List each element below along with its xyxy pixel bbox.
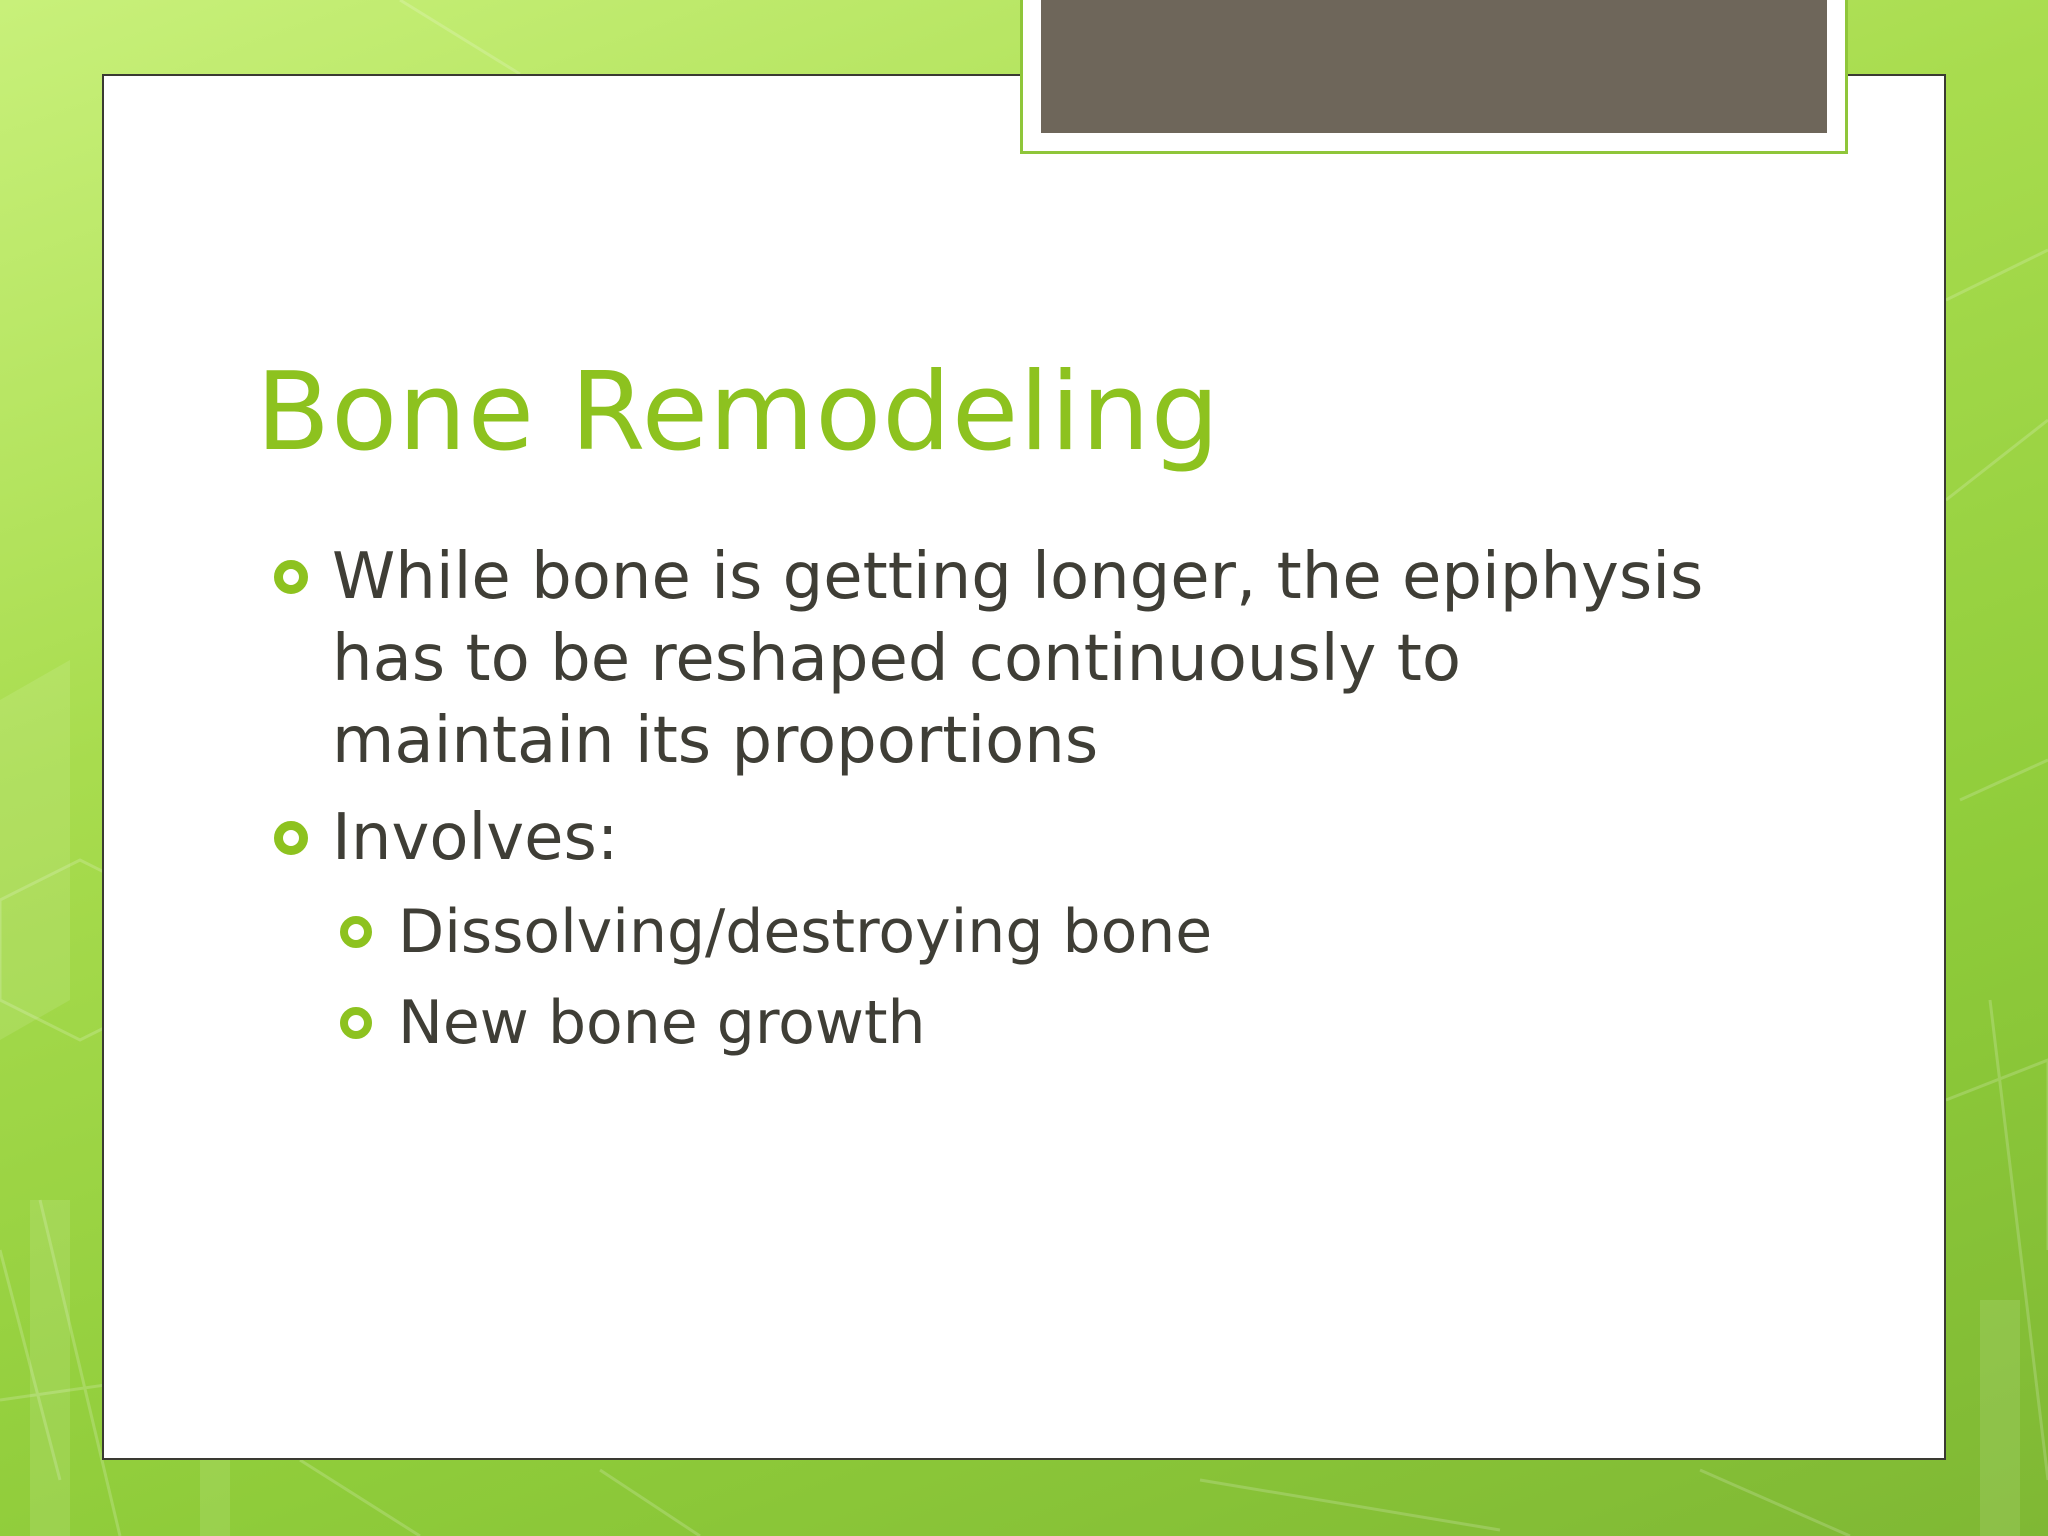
sub-bullet-item <box>398 892 1212 972</box>
header-bar <box>1041 0 1827 133</box>
sub-bullet-text: Dissolving/destroying bone <box>398 897 1213 967</box>
ring-bullet-icon <box>340 1007 372 1039</box>
header-tab-frame <box>1020 0 1848 154</box>
ring-bullet-icon <box>340 916 372 948</box>
slide-title: Bone Remodeling <box>256 350 1221 475</box>
ring-bullet-icon <box>274 560 308 594</box>
bullet-item <box>332 536 1703 782</box>
bullet-item <box>332 797 618 879</box>
sub-bullet-text: New bone growth <box>398 988 926 1058</box>
bullet-line: has to be reshaped continuously to <box>332 622 1461 696</box>
sub-bullet-item <box>398 983 926 1063</box>
bullet-line: While bone is getting longer, the epiphysis <box>332 540 1704 614</box>
bullet-line: maintain its proportions <box>332 704 1099 778</box>
ring-bullet-icon <box>274 821 308 855</box>
bullet-text: Involves: <box>332 801 619 875</box>
